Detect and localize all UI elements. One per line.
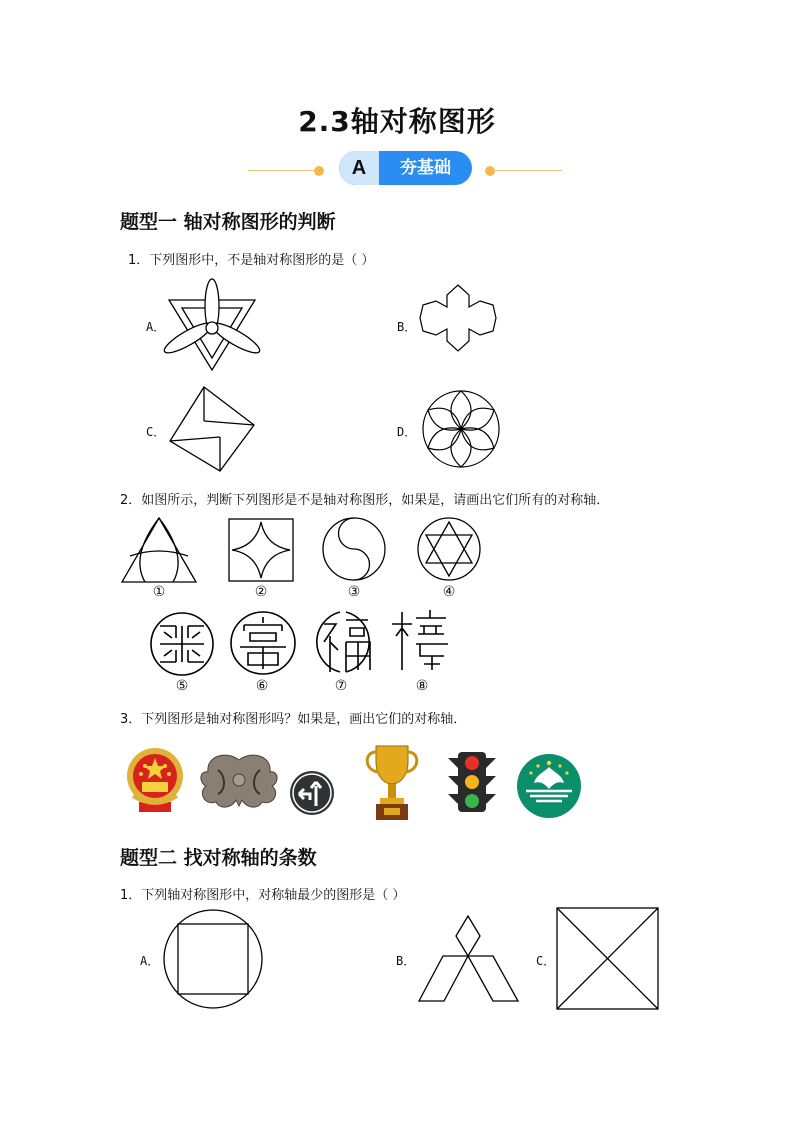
figure-pinwheel-square [168, 385, 256, 473]
option-c-label: C． [146, 425, 166, 439]
macau-flag-icon [516, 753, 582, 819]
option-a-label: A． [146, 320, 166, 334]
banner-dot-right [485, 166, 495, 176]
banner-line-right [492, 170, 562, 171]
option-a-label-2: A． [140, 954, 160, 968]
level-letter: A [339, 151, 379, 185]
figure-q2-2 [228, 518, 294, 582]
ornament-icon [196, 750, 282, 812]
question-1-3: 3．下列图形是轴对称图形吗？如果是，画出它们的对称轴． [120, 712, 467, 727]
figure-label-2: ② [254, 584, 268, 600]
figure-square-diagonals [556, 907, 659, 1010]
figure-q2-4 [416, 516, 482, 582]
section-heading-2: 题型二 找对称轴的条数 [120, 847, 317, 869]
figure-q2-1 [120, 516, 198, 584]
figure-q2-3 [321, 516, 387, 582]
figure-triangle-propeller [166, 278, 258, 372]
option-d-label: D． [397, 425, 417, 439]
figure-circle-square [162, 908, 264, 1010]
figure-three-diamonds [418, 914, 520, 1004]
figure-label-7: ⑦ [334, 678, 348, 694]
banner-line-left [248, 170, 318, 171]
figure-q2-6 [230, 611, 296, 675]
figure-hexagram-star [418, 283, 498, 353]
figure-label-6: ⑥ [255, 678, 269, 694]
figure-q2-7 [310, 610, 376, 674]
option-c-label-2: C． [536, 954, 556, 968]
figure-label-5: ⑤ [175, 678, 189, 694]
banner-dot-left [314, 166, 324, 176]
option-b-label: B． [397, 320, 417, 334]
figure-flower-circle [421, 389, 501, 469]
question-1-2: 2．如图所示，判断下列图形是不是轴对称图形，如果是，请画出它们所有的对称轴． [120, 493, 610, 508]
level-badge [339, 151, 472, 185]
national-emblem-icon [125, 746, 185, 818]
figure-label-1: ① [152, 584, 166, 600]
traffic-light-icon [446, 750, 498, 814]
section-heading-1: 题型一 轴对称图形的判断 [120, 211, 336, 233]
question-1-1: 1．下列图形中，不是轴对称图形的是（ ） [128, 253, 375, 268]
level-text: 夯基础 [400, 158, 451, 178]
page-title: 2.3轴对称图形 [298, 105, 496, 138]
figure-label-3: ③ [347, 584, 361, 600]
figure-label-4: ④ [442, 584, 456, 600]
option-b-label-2: B． [396, 954, 416, 968]
figure-q2-5 [150, 612, 214, 676]
figure-q2-8 [390, 608, 454, 672]
figure-label-8: ⑧ [415, 678, 429, 694]
turn-sign-icon [289, 770, 335, 816]
question-2-1: 1．下列轴对称图形中，对称轴最少的图形是（ ） [120, 888, 406, 903]
trophy-icon [362, 742, 422, 822]
